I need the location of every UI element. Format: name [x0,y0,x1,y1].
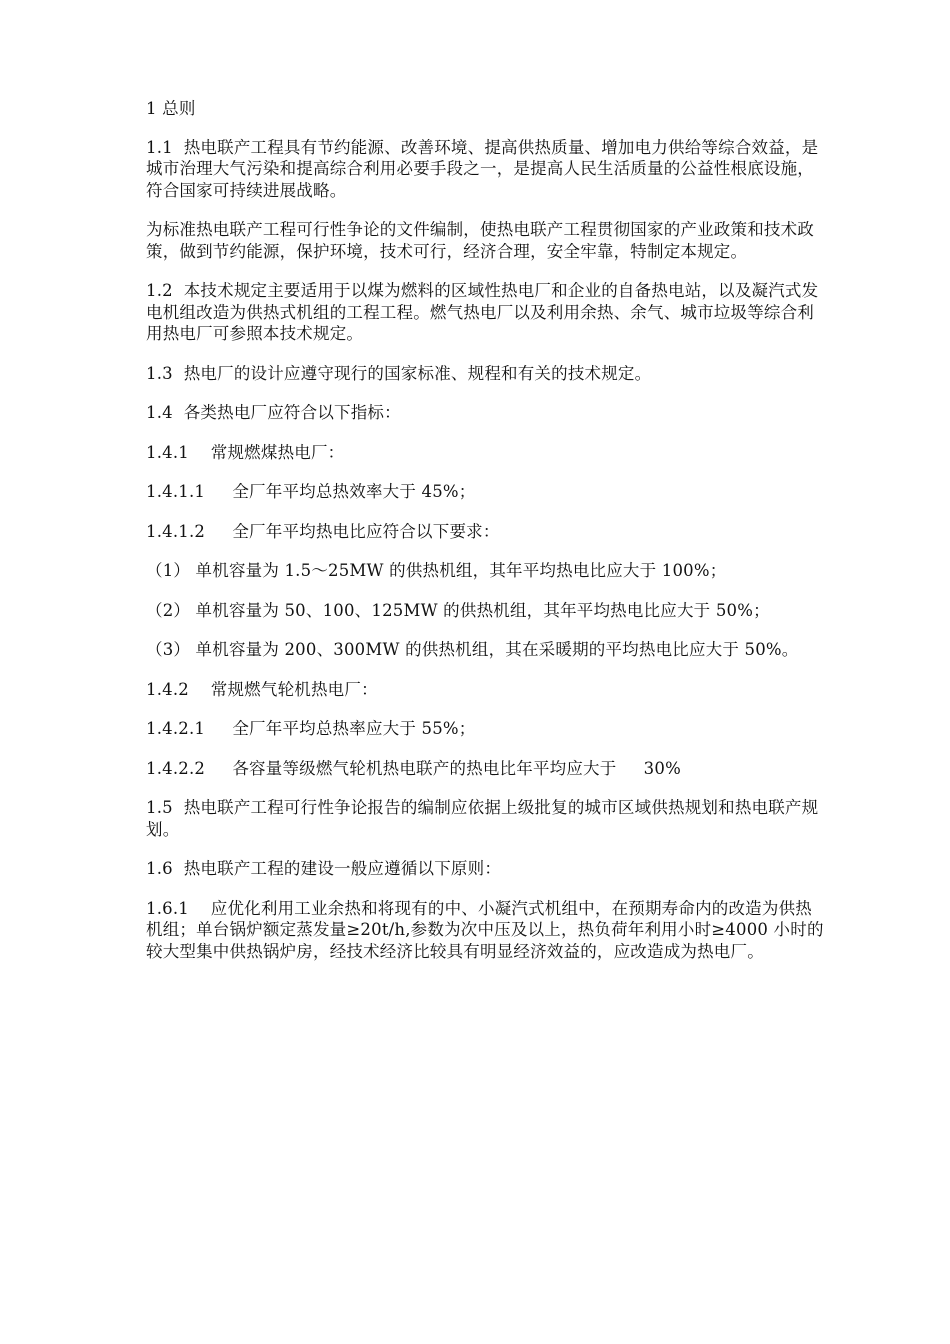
paragraph-1-4-1-2: 1.4.1.2 全厂年平均热电比应符合以下要求： [146,521,500,541]
paragraph-purpose: 为标准热电联产工程可行性争论的文件编制，使热电联产工程贯彻国家的产业政策和技术政策，做到节约能源，保护环境，技术可行，经济合理，安全牢靠，特制定本规定。 [146,220,814,261]
paragraph-1-4-2-2: 1.4.2.2 各容量等级燃气轮机热电联产的热电比年平均应大于 30% [146,758,681,778]
list-item-2: （2） 单机容量为 50、100、125MW 的供热机组，其年平均热电比应大于 50%； [146,600,770,620]
paragraph-1-4: 1.4 各类热电厂应符合以下指标： [146,403,401,422]
paragraph-1-2: 1.2 本技术规定主要适用于以煤为燃料的区域性热电厂和企业的自备热电站，以及凝汽式发电机组改造为供热式机组的工程工程。燃气热电厂以及利用余热、余气、城市垃圾等综合利用热电厂可参照本技术规定。 [146,281,819,343]
paragraph-1-6-1: 1.6.1 应优化利用工业余热和将现有的中、小凝汽式机组中，在预期寿命内的改造为供热机组；单台锅炉额定蒸发量≥20t/h,参数为次中压及以上，热负荷年利用小时≥4000 小时的较大型集中供热锅炉房，经技术经济比较具有明显经济效益的，应改造成为热电厂。 [146,898,824,961]
list-item-1: （1） 单机容量为 1.5～25MW 的供热机组，其年平均热电比应大于 100%； [146,561,727,580]
paragraph-1-4-2-1: 1.4.2.1 全厂年平均总热率应大于 55%； [146,719,476,738]
paragraph-1-4-1: 1.4.1 常规燃煤热电厂： [146,442,345,462]
paragraph-1-3: 1.3 热电厂的设计应遵守现行的国家标准、规程和有关的技术规定。 [146,363,652,383]
list-item-3: （3） 单机容量为 200、300MW 的供热机组，其在采暖期的平均热电比应大于 50%。 [146,640,799,659]
paragraph-1-4-1-1: 1.4.1.1 全厂年平均总热效率大于 45%； [146,482,476,501]
section-heading: 1 总则 [146,99,196,118]
document-body [146,98,826,980]
paragraph-1-5: 1.5 热电联产工程可行性争论报告的编制应依据上级批复的城市区域供热规划和热电联产规划。 [146,798,819,839]
paragraph-1-4-2: 1.4.2 常规燃气轮机热电厂： [146,679,378,699]
paragraph-1-6: 1.6 热电联产工程的建设一般应遵循以下原则： [146,859,502,878]
paragraph-1-1: 1.1 热电联产工程具有节约能源、改善环境、提高供热质量、增加电力供给等综合效益，是城市治理大气污染和提高综合利用必要手段之一，是提高人民生活质量的公益性根底设施，符合国家可持续进展战略。 [146,137,819,200]
